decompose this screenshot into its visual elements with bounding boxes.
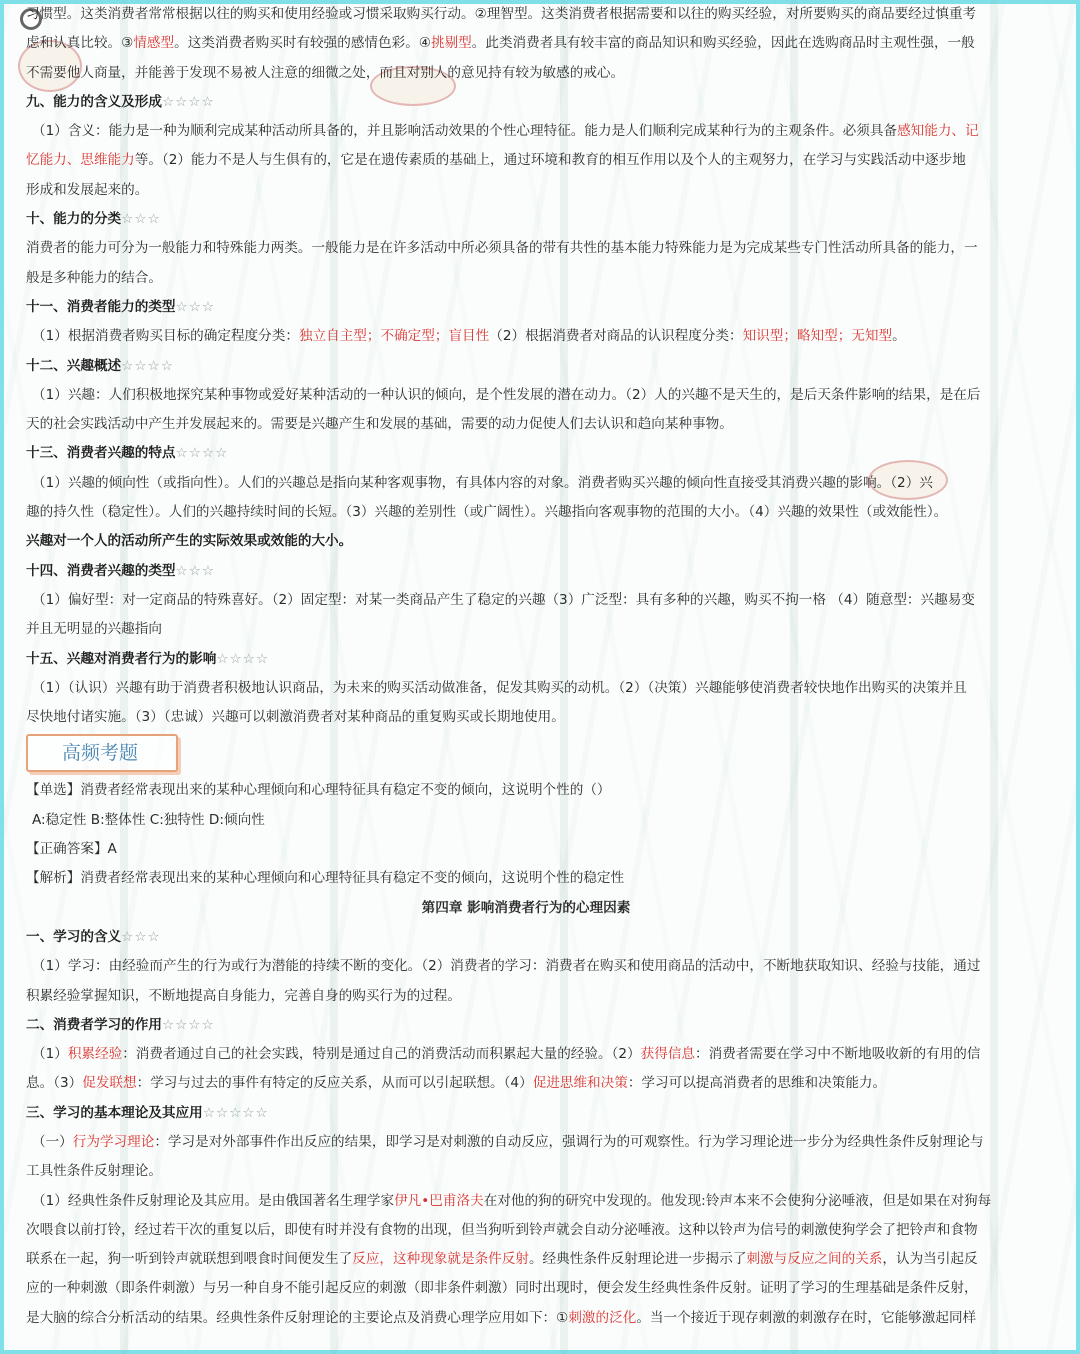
- section-heading: 十三、消费者兴趣的特点☆☆☆☆: [26, 445, 229, 462]
- highlight-text: 情感型: [133, 35, 175, 52]
- paragraph: [26, 29, 1026, 58]
- paragraph: 形成和发展起来的。: [26, 181, 149, 198]
- paragraph: （1）兴趣的倾向性（或指向性）。人们的兴趣总是指向某种客观事物，有具体内容的对象。消费者购买兴趣的倾向性直接受其消费兴趣的影响。（2）兴: [32, 474, 933, 491]
- text-line: 习惯型。这类消费者常常根据以往的购买和使用经验或习惯采取购买行动。②理智型。这类消费者根据需要和以往的购买经验，对所要购买的商品要经过慎重考: [26, 6, 977, 22]
- text: 不需要他人商量，并能善于发现不易被人注意的细微之处，而且对别人的意见持有较为敏感的戒心。: [26, 64, 625, 81]
- section-heading: 十二、兴趣概述☆☆☆☆: [26, 357, 174, 374]
- star-rating: ☆☆☆☆: [161, 93, 215, 110]
- highlight-text: 促发联想: [82, 1075, 137, 1092]
- highlight-text: 反应，这种现象就是条件反射: [352, 1251, 529, 1268]
- section-heading: 九、能力的含义及形成☆☆☆☆: [26, 93, 215, 110]
- star-rating: ☆☆☆☆: [216, 650, 270, 667]
- star-rating: ☆☆☆: [121, 928, 161, 945]
- document-body: [26, 0, 1026, 1333]
- section-heading: 十一、消费者能力的类型☆☆☆: [26, 298, 216, 315]
- highlight-text: 获得信息: [640, 1046, 696, 1063]
- paragraph: 应的一种刺激（即条件刺激）与另一种自身不能引起反应的刺激（即非条件刺激）同时出现时，便会发生经典性条件反射。证明了学习的生理基础是条件反射，: [26, 1280, 978, 1297]
- paragraph: （1）兴趣：人们积极地探究某种事物或爱好某种活动的一种认识的倾向，是个性发展的潜在动力。（2）人的兴趣不是天生的，是后天条件影响的结果，是在后: [32, 386, 981, 403]
- highlight-text: 感知能力、记: [897, 123, 979, 140]
- highlight-text: 促进思维和决策: [532, 1075, 628, 1092]
- section-heading: 三、学习的基本理论及其应用☆☆☆☆☆: [26, 1104, 269, 1121]
- paragraph: [26, 0, 1026, 29]
- paragraph: 兴趣对一个人的活动所产生的实际效果或效能的大小。: [26, 533, 353, 550]
- paragraph: （1）含义：能力是一种为顺利完成某种活动所具备的，并且影响活动效果的个性心理特征。能力是人们顺利完成某种行为的主观条件。必须具备感知能力、记: [32, 123, 979, 140]
- text: 虑和认真比较。③: [26, 35, 134, 52]
- analysis: 【解析】消费者经常表现出来的某种心理倾向和心理特征具有稳定不变的倾向，这说明个性的稳定性: [26, 870, 625, 887]
- paragraph: 消费者的能力可分为一般能力和特殊能力两类。一般能力是在许多活动中所必须具备的带有共性的基本能力特殊能力是为完成某些专门性活动所具备的能力，一: [26, 240, 978, 257]
- highlight-text: 积累经验: [67, 1046, 123, 1063]
- text: 。此类消费者具有较丰富的商品知识和购买经验，因此在选购商品时主观性强，一般: [471, 35, 975, 52]
- options: A:稳定性 B:整体性 C:独特性 D:倾向性: [32, 811, 265, 828]
- paragraph: 息。（3）促发联想：学习与过去的事件有特定的反应关系，从而可以引起联想。（4）促进思维和决策：学习可以提高消费者的思维和决策能力。: [26, 1075, 887, 1092]
- paragraph: 工具性条件反射理论。: [26, 1163, 162, 1180]
- paragraph: （1）根据消费者购买目标的确定程度分类：独立自主型；不确定型；盲目性（2）根据消费者对商品的认识程度分类：知识型；略知型；无知型。: [32, 328, 906, 345]
- paragraph: 次喂食以前打铃，经过若干次的重复以后，即使有时并没有食物的出现，但当狗听到铃声就会自动分泌唾液。这种以铃声为信号的刺激使狗学会了把铃声和食物: [26, 1221, 978, 1238]
- paragraph: （1）积累经验：消费者通过自己的社会实践，特别是通过自己的消费活动而积累起大量的经验。（2）获得信息：消费者需要在学习中不断地吸收新的有用的信: [32, 1046, 981, 1063]
- paragraph: （一）行为学习理论：学习是对外部事件作出反应的结果，即学习是对刺激的自动反应，强调行为的可观察性。行为学习理论进一步分为经典性条件反射理论与: [32, 1133, 984, 1150]
- highlight-text: 忆能力、思维能力: [26, 152, 135, 169]
- section-heading: 十四、消费者兴趣的类型☆☆☆: [26, 562, 216, 579]
- text: 。这类消费者购买时有较强的感情色彩。④: [174, 35, 431, 52]
- chapter-title: 第四章 影响消费者行为的心理因素: [421, 899, 631, 916]
- paragraph: 积累经验掌握知识，不断地提高自身能力，完善自身的购买行为的过程。: [26, 987, 461, 1004]
- paragraph: （1）学习：由经验而产生的行为或行为潜能的持续不断的变化。（2）消费者的学习：消费者在购买和使用商品的活动中，不断地获取知识、经验与技能，通过: [32, 958, 981, 975]
- star-rating: ☆☆☆☆: [121, 357, 174, 374]
- paragraph: 趣的持久性（稳定性）。人们的兴趣持续时间的长短。（3）兴趣的差别性（或广阔性）。兴趣指向客观事物的范围的大小。（4）兴趣的效果性（或效能性）。: [26, 504, 948, 521]
- paragraph: 忆能力、思维能力等。（2）能力不是人与生俱有的，它是在遗传素质的基础上，通过环境和教育的相互作用以及个人的主观努力，在学习与实践活动中逐步地: [26, 152, 966, 169]
- star-rating: ☆☆☆: [175, 298, 216, 315]
- paragraph: 是大脑的综合分析活动的结果。经典性条件反射理论的主要论点及消费心理学应用如下：①刺激的泛化。当一个接近于现存刺激的刺激存在时，它能够激起同样: [26, 1309, 977, 1326]
- paragraph: 并且无明显的兴趣指向: [26, 621, 162, 638]
- highlight-text: 独立自主型；不确定型；盲目性: [298, 328, 490, 345]
- paragraph: 联系在一起，狗一听到铃声就联想到喂食时间便发生了反应，这种现象就是条件反射。经典性条件反射理论进一步揭示了刺激与反应之间的关系，认为当引起反: [26, 1251, 978, 1268]
- highlight-text: 知识型；略知型；无知型: [742, 328, 893, 345]
- star-rating: ☆☆☆☆: [161, 1016, 215, 1033]
- highlight-text: 行为学习理论: [72, 1133, 155, 1150]
- highlight-text: 刺激与反应之间的关系: [746, 1251, 883, 1268]
- star-rating: ☆☆☆☆: [175, 445, 229, 462]
- paragraph: （1）（认识）兴趣有助于消费者积极地认识商品，为未来的购买活动做准备，促发其购买的动机。（2）（决策）兴趣能够使消费者较快地作出购买的决策并且: [32, 679, 967, 696]
- question: 【单选】消费者经常表现出来的某种心理倾向和心理特征具有稳定不变的倾向，这说明个性的（）: [26, 782, 611, 799]
- star-rating: ☆☆☆☆☆: [202, 1104, 269, 1121]
- section-heading: 十五、兴趣对消费者行为的影响☆☆☆☆: [26, 650, 270, 667]
- paragraph: 般是多种能力的结合。: [26, 269, 162, 286]
- section-heading: 二、消费者学习的作用☆☆☆☆: [26, 1016, 215, 1033]
- answer: 【正确答案】A: [26, 841, 117, 858]
- paragraph: （1）经典性条件反射理论及其应用。是由俄国著名生理学家伊凡•巴甫洛夫在对他的狗的研究中发现的。他发现:铃声本来不会使狗分泌唾液，但是如果在对狗每: [32, 1192, 992, 1209]
- paragraph: （1）偏好型：对一定商品的特殊喜好。（2）固定型：对某一类商品产生了稳定的兴趣（3）广泛型：具有多种的兴趣，购买不拘一格 （4）随意型：兴趣易变: [32, 591, 975, 608]
- highlight-text: 伊凡•巴甫洛夫: [394, 1192, 484, 1209]
- highlight-text: 挑剔型: [431, 35, 472, 52]
- star-rating: ☆☆☆: [121, 211, 161, 228]
- paragraph: [26, 59, 1026, 88]
- exam-badge: 高频考题: [26, 734, 178, 772]
- star-rating: ☆☆☆: [175, 562, 216, 579]
- section-heading: 一、学习的含义☆☆☆: [26, 928, 161, 945]
- paragraph: 尽快地付诸实施。（3）（忠诚）兴趣可以刺激消费者对某种商品的重复购买或长期地使用。: [26, 709, 565, 726]
- paragraph: 天的社会实践活动中产生并发展起来的。需要是兴趣产生和发展的基础，需要的动力促使人们去认识和趋向某种事物。: [26, 416, 733, 433]
- highlight-text: 刺激的泛化: [568, 1309, 637, 1326]
- section-heading: 十、能力的分类☆☆☆: [26, 211, 161, 228]
